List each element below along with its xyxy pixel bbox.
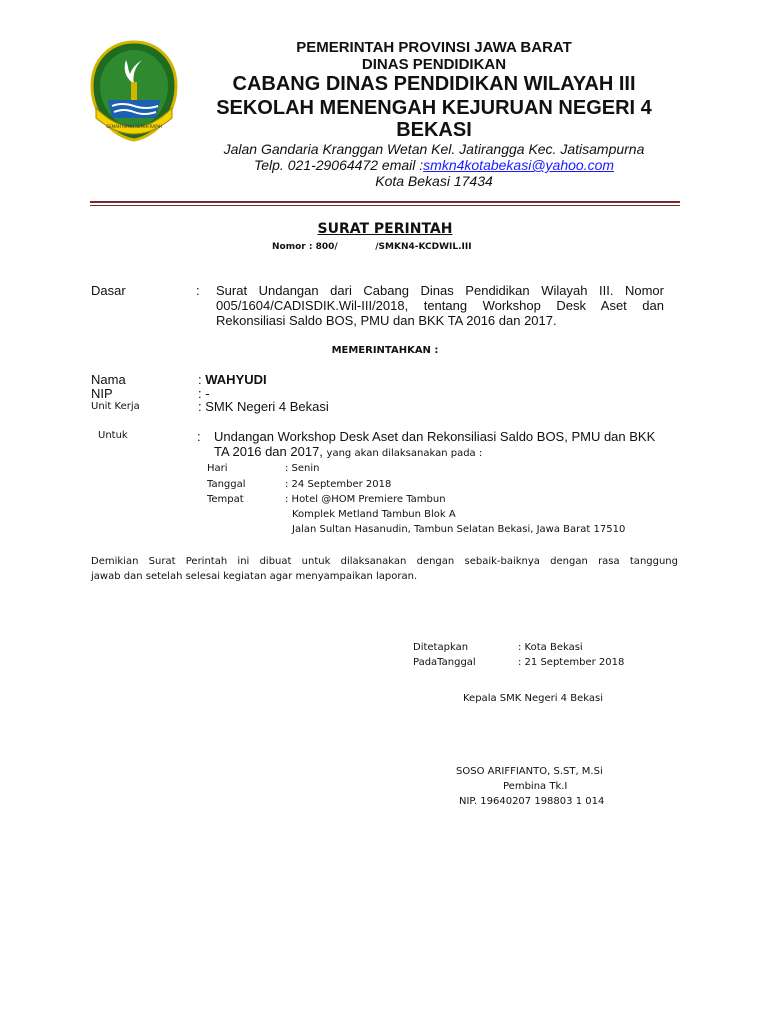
hari-value: : Senin <box>285 463 320 474</box>
unit-kerja-label: Unit Kerja <box>91 401 140 412</box>
dasar-line-1: Surat Undangan dari Cabang Dinas Pendidikan Wilayah III. Nomor <box>216 283 664 298</box>
email-link[interactable]: smkn4kotabekasi@yahoo.com <box>423 157 615 173</box>
untuk-line-2 <box>214 444 694 461</box>
tempat-label: Tempat <box>207 494 244 505</box>
pada-tanggal-label: PadaTanggal <box>413 657 476 668</box>
signer-name: SOSO ARIFFIANTO, S.ST, M.Si <box>456 766 603 777</box>
tempat-value: : Hotel @HOM Premiere Tambun <box>285 494 446 505</box>
closing-line-2: jawab dan setelah selesai kegiatan agar menyampaikan laporan. <box>91 571 418 582</box>
tempat-address-2: Jalan Sultan Hasanudin, Tambun Selatan Bekasi, Jawa Barat 17510 <box>292 524 626 535</box>
tanggal-label: Tanggal <box>207 479 246 490</box>
dasar-colon: : <box>196 283 200 298</box>
dasar-label: Dasar <box>91 283 126 298</box>
unit-kerja-field: : SMK Negeri 4 Bekasi <box>198 399 329 414</box>
tanggal-value: : 24 September 2018 <box>285 479 392 490</box>
header-province: PEMERINTAH PROVINSI JAWA BARAT <box>296 39 572 56</box>
dasar-text <box>216 283 664 328</box>
unit-kerja-value: SMK Negeri 4 Bekasi <box>205 399 329 414</box>
nip-value: - <box>205 386 210 401</box>
untuk-line-1: Undangan Workshop Desk Aset dan Rekonsiliasi Saldo BOS, PMU dan BKK <box>214 429 656 444</box>
closing-line-1: Demikian Surat Perintah ini dibuat untuk dilaksanakan dengan sebaik-baiknya dengan rasa tanggung <box>91 556 678 567</box>
header-address: Jalan Gandaria Kranggan Wetan Kel. Jatirangga Kec. Jatisampurna <box>223 141 645 157</box>
signer-rank: Pembina Tk.I <box>503 781 568 792</box>
untuk-label: Untuk <box>98 430 128 441</box>
header-phone: Telp. 021-29064472 email : <box>253 157 424 173</box>
dasar-line-2: 005/1604/CADISDIK.Wil-III/2018, tentang Workshop Desk Aset dan <box>216 298 664 313</box>
memerintahkan-heading: MEMERINTAHKAN : <box>331 345 439 356</box>
header-school: SEKOLAH MENENGAH KEJURUAN NEGERI 4 <box>216 97 652 119</box>
hari-label: Hari <box>207 463 228 474</box>
ditetapkan-value: : Kota Bekasi <box>518 642 583 653</box>
nip-field: : - <box>198 386 210 401</box>
letter-title <box>90 221 680 237</box>
ditetapkan-label: Ditetapkan <box>413 642 469 653</box>
untuk-text <box>214 429 694 461</box>
header-city-name: BEKASI <box>396 119 472 141</box>
untuk-line-2-tail: yang akan dilaksanakan pada : <box>326 448 483 459</box>
header-branch: CABANG DINAS PENDIDIKAN WILAYAH III <box>232 73 636 95</box>
nama-label: Nama <box>91 372 126 387</box>
closing-paragraph <box>91 554 678 584</box>
untuk-line-2-year: TA 2016 dan 2017, <box>214 444 323 459</box>
header-divider-thick <box>90 201 680 203</box>
header-divider-thin <box>90 205 680 206</box>
tempat-address-1: Komplek Metland Tambun Blok A <box>292 509 456 520</box>
nama-field: : WAHYUDI <box>198 372 267 387</box>
signer-position: Kepala SMK Negeri 4 Bekasi <box>463 693 603 704</box>
nama-value: WAHYUDI <box>205 372 267 387</box>
header-contact <box>178 158 690 172</box>
letter-number: Nomor : 800/ /SMKN4-KCDWIL.III <box>272 242 472 252</box>
dasar-line-3: Rekonsiliasi Saldo BOS, PMU dan BKK TA 2016 dan 2017. <box>216 313 557 328</box>
logo-motto: GEMAH RIPAH REPEH RAPIH <box>106 124 162 129</box>
pada-tanggal-value: : 21 September 2018 <box>518 657 625 668</box>
untuk-colon: : <box>197 429 201 444</box>
provincial-logo <box>88 38 180 142</box>
signer-nip: NIP. 19640207 198803 1 014 <box>459 796 605 807</box>
nip-label: NIP <box>91 386 113 401</box>
header-department: DINAS PENDIDIKAN <box>361 56 507 73</box>
letter-title-text: SURAT PERINTAH <box>317 221 453 237</box>
header-postal-city: Kota Bekasi 17434 <box>375 173 493 189</box>
